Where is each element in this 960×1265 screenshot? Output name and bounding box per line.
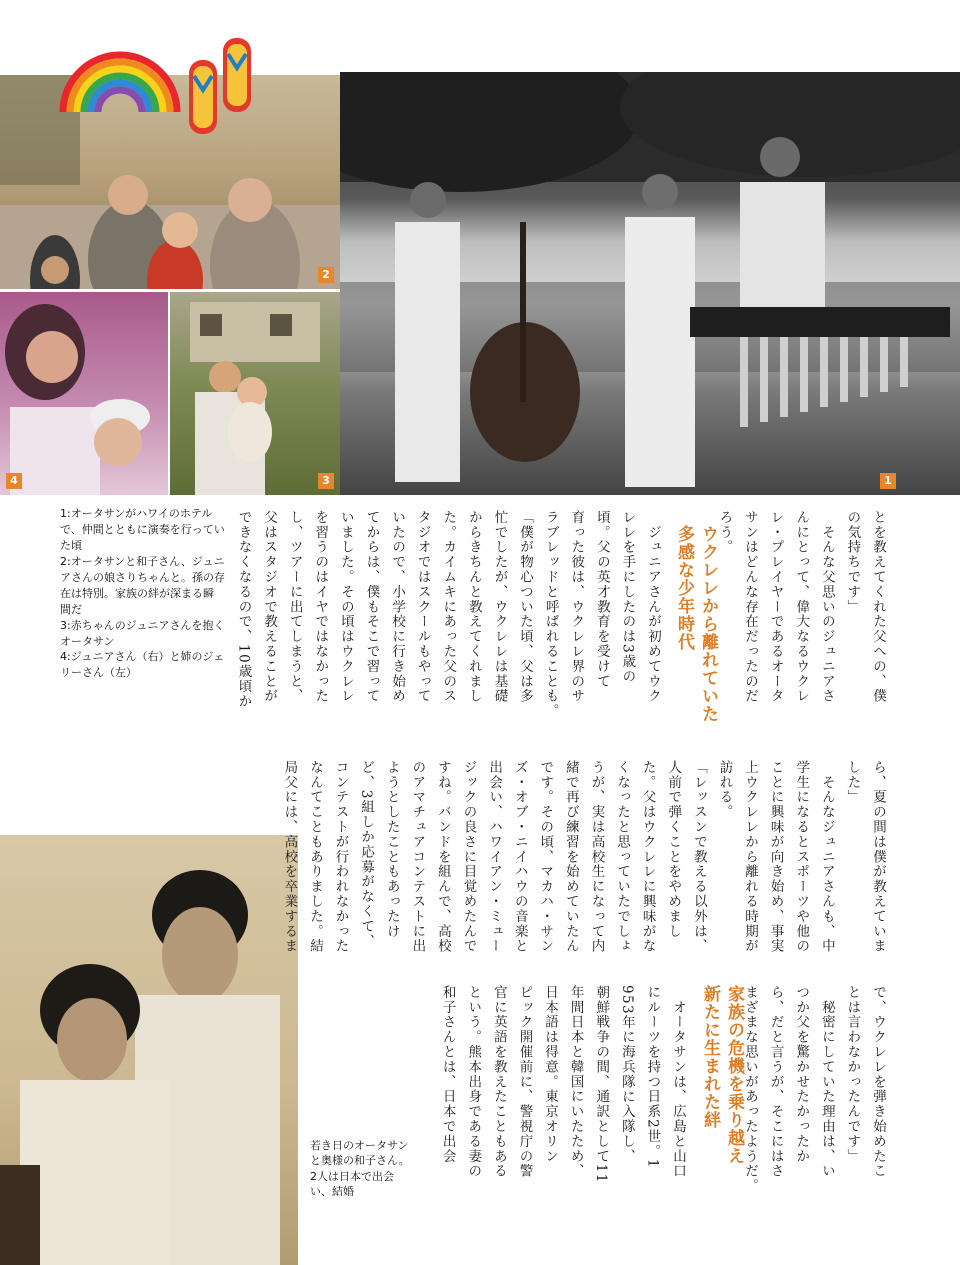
photo-sisters <box>0 292 168 495</box>
rainbow-sandals-illustration <box>55 30 260 140</box>
caption-line: 2:オータサンと和子さん、ジュニ <box>60 554 225 568</box>
photo-band-performance <box>340 72 960 495</box>
caption-line: オータサン <box>60 634 115 648</box>
photo-number-2: 2 <box>318 267 334 283</box>
caption-line: 在は特別。家族の絆が深まる瞬 <box>60 586 214 600</box>
wedding-caption <box>310 1138 435 1200</box>
article-upper-mid-text: ジュニアさんが初めてウク レレを手にしたのは3歳の 頃。父の英才教育を受けて 育った彼は、ウクレレ界のサ ラブレッドと呼ばれることも。 「僕が物心ついた頃、父は多 忙でしたが、ウクレレは基礎 からきちんと教えてくれまし た。カイムキにあった父のス タジオではスクールもやって いたので、小学校に行き始め てからは、僕もそこで習って いました。その頃はウクレレ を習うのはイヤではなかった し、ツアーに出てしまうと、 父はスタジオで教えることが できなくなるので、10歳頃か <box>235 510 661 719</box>
caption-line: で、仲間とともに演奏を行ってい <box>60 522 225 536</box>
caption-line: 3:赤ちゃんのジュニアさんを抱く <box>60 618 225 632</box>
caption-line: 間だ <box>60 602 82 616</box>
photo-number-1: 1 <box>880 473 896 489</box>
caption-line: アさんの娘さりちゃんと。孫の存 <box>60 570 225 584</box>
caption-line: 若き日のオータサン <box>310 1139 409 1152</box>
photo-young-couple <box>0 835 298 1265</box>
article-heading-youth: ウクレレから離れていた 多感な少年時代 <box>674 525 718 723</box>
article-lower-right-text: ら、夏の間は僕が教えていま した」 そんなジュニアさんも、中 学生になるとスポーツや他の ことに興味が向き始め、事実 上ウクレレから離れる時期が 訪れる。 「レッスンで教える以外は、 人前で弾くことをやめまし た。父はウクレレに興味がな くなったと思っていたでしょ うが、実は高校生になって内 緒で再び練習を始めていたん です。その頃、マカハ・サン ズ・オブ・ニイハウの音楽と 出会い、ハワイアン・ミュー ジックの良さに目覚めたんで すね。バンドを組んで、高校 のアマチュアコンテストに出 ようとしたこともあったけ ど、3組しか応募がなくて、 コンテストが行われなかった なんてこともありました。結 局父には、高校を卒業するま <box>281 760 886 954</box>
caption-line: い、結婚 <box>310 1185 354 1199</box>
photo-captions <box>60 506 240 681</box>
article-lower-mid-text: で、ウクレレを弾き始めたこ とは言わなかったんです」 秘密にしていた理由は、い つか父を驚かせたかったか ら、だと言うが、そこにはさ まざまな思いがあったようだ。 <box>742 985 886 1194</box>
photo-number-3: 3 <box>318 473 334 489</box>
rainbow-icon <box>55 30 260 140</box>
article-heading-family: 家族の危機を乗り越え 新たに生まれた絆 <box>700 985 744 1165</box>
sandal-icon <box>189 60 217 134</box>
article-lower-left-text: オータサンは、広島と山口 にルーツを持つ日系2世。1 953年に海兵隊に入隊し、 朝鮮戦争の間、通訳として11 年間日本と韓国にいたため、 日本語は得意。東京オリン ピック開催前に、警視庁の警 官に英語を教えたこともある という。熊本出身である妻の 和子さんとは、日本で出会 <box>439 985 686 1184</box>
caption-line: た頃 <box>60 538 82 552</box>
caption-line: と奥様の和子さん。 <box>310 1154 410 1168</box>
caption-line: 2人は日本で出会 <box>310 1169 394 1183</box>
photo-father-holding-baby <box>170 292 340 495</box>
photo-number-4: 4 <box>6 473 22 489</box>
caption-line: 4:ジュニアさん（右）と姉のジェ <box>60 650 225 664</box>
caption-line: リーさん（左） <box>60 666 137 680</box>
article-upper-right-text: とを教えてくれた父への、僕 の気持ちです」 そんな父思いのジュニアさ んにとって、偉大なるウクレ レ・プレイヤーであるオータ サンはどんな存在だったのだ ろう。 <box>716 510 886 704</box>
caption-line: 1:オータサンがハワイのホテル <box>60 507 213 520</box>
